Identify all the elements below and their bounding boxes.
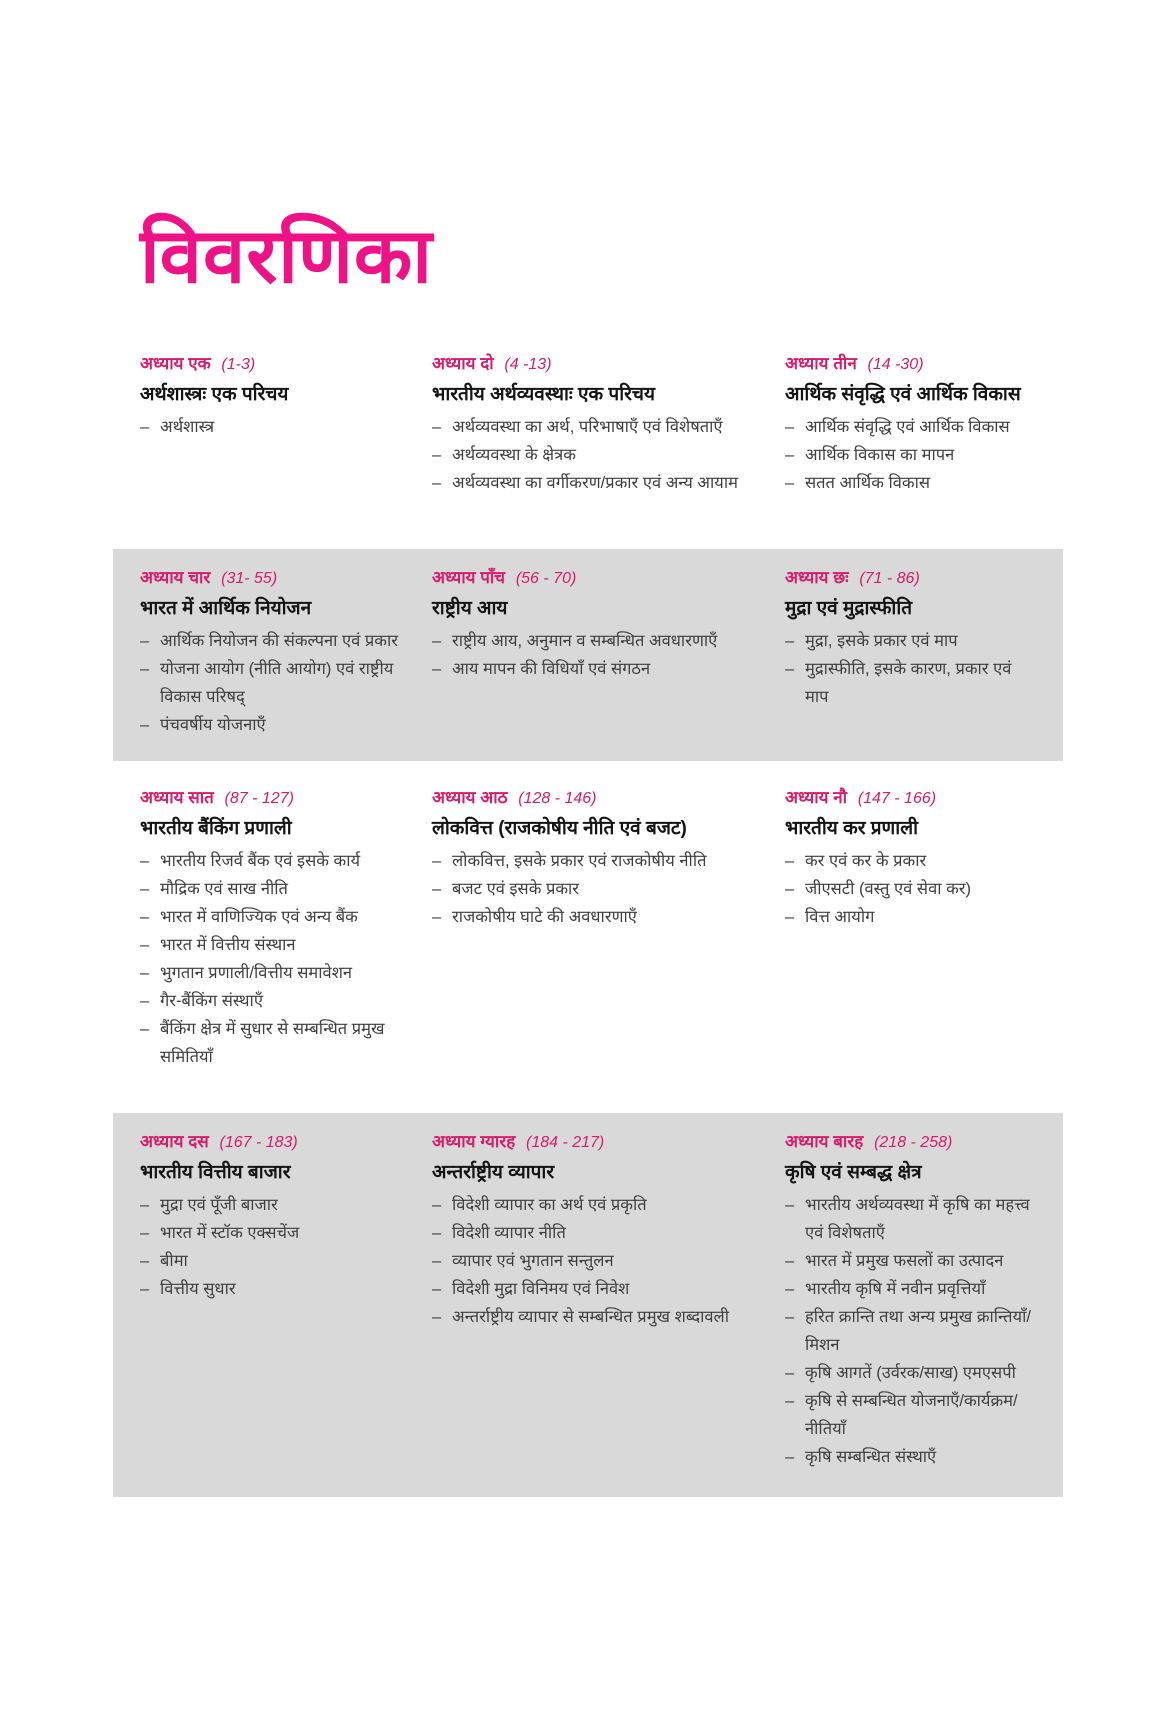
- topic-list: [432, 627, 767, 683]
- chapter-title: भारतीय वित्तीय बाजार: [140, 1162, 291, 1184]
- chapter-label: अध्याय सात: [140, 788, 214, 808]
- chapter-label: अध्याय एक: [140, 354, 211, 374]
- chapter-page-range: (56 - 70): [515, 570, 577, 588]
- chapter-label: अध्याय ग्यारह: [432, 1132, 516, 1152]
- chapter-row-2: [113, 549, 1063, 761]
- topic-item: – हरित क्रान्ति तथा अन्य प्रमुख क्रान्तियाँ/मिशन: [785, 1303, 1033, 1359]
- topic-list: [432, 1191, 767, 1331]
- topic-item: – भारतीय अर्थव्यवस्था में कृषि का महत्त्व एवं विशेषताएँ: [785, 1191, 1033, 1247]
- topic-item: – वित्तीय सुधार: [140, 1275, 414, 1303]
- chapter-heading: [432, 350, 767, 378]
- topic-item: – व्यापार एवं भुगतान सन्तुलन: [432, 1247, 767, 1275]
- chapter-page-range: (71 - 86): [859, 570, 920, 588]
- topic-item: – पंचवर्षीय योजनाएँ: [140, 711, 414, 739]
- topic-item: – भारत में प्रमुख फसलों का उत्पादन: [785, 1247, 1033, 1275]
- chapter-title: भारतीय कर प्रणाली: [785, 818, 919, 840]
- topic-item: – भारतीय रिजर्व बैंक एवं इसके कार्य: [140, 847, 414, 875]
- chapter-heading: [140, 564, 414, 592]
- topic-list: [432, 847, 767, 931]
- chapter-heading: [140, 350, 414, 378]
- topic-item: – आय मापन की विधियाँ एवं संगठन: [432, 655, 767, 683]
- chapter-block-9: [785, 784, 1051, 1071]
- topic-item: – कर एवं कर के प्रकार: [785, 847, 1033, 875]
- chapter-label: अध्याय नौ: [785, 788, 848, 808]
- topic-item: – राजकोषीय घाटे की अवधारणाएँ: [432, 903, 767, 931]
- topic-item: – कृषि से सम्बन्धित योजनाएँ/कार्यक्रम/नीतियाँ: [785, 1387, 1033, 1443]
- topic-item: – बजट एवं इसके प्रकार: [432, 875, 767, 903]
- topic-list: [785, 627, 1033, 711]
- topic-list: [785, 1191, 1033, 1471]
- topic-item: – योजना आयोग (नीति आयोग) एवं राष्ट्रीय विकास परिषद्: [140, 655, 414, 711]
- chapter-title: अर्थशास्त्रः एक परिचय: [140, 384, 289, 406]
- chapter-label: अध्याय आठ: [432, 788, 508, 808]
- chapter-heading: [432, 1128, 767, 1156]
- chapter-label: अध्याय दो: [432, 354, 494, 374]
- topic-item: – अन्तर्राष्ट्रीय व्यापार से सम्बन्धित प्रमुख शब्दावली: [432, 1303, 767, 1331]
- chapter-page-range: (184 - 217): [525, 1134, 605, 1152]
- chapter-block-3: [785, 350, 1051, 497]
- chapter-label: अध्याय तीन: [785, 354, 857, 374]
- topic-item: – अर्थव्यवस्था का वर्गीकरण/प्रकार एवं अन्य आयाम: [432, 469, 767, 497]
- chapter-page-range: (1-3): [221, 356, 256, 374]
- topic-item: – मुद्रा एवं पूँजी बाजार: [140, 1191, 414, 1219]
- chapter-page-range: (147 - 166): [857, 790, 937, 808]
- topic-list: [140, 847, 414, 1071]
- topic-item: – भारत में स्टॉक एक्सचेंज: [140, 1219, 414, 1247]
- topic-item: – गैर-बैंकिंग संस्थाएँ: [140, 987, 414, 1015]
- chapter-title: राष्ट्रीय आय: [432, 598, 508, 620]
- topic-item: – भारतीय कृषि में नवीन प्रवृत्तियाँ: [785, 1275, 1033, 1303]
- chapter-row-3: [113, 769, 1063, 1101]
- chapter-label: अध्याय दस: [140, 1132, 209, 1152]
- topic-item: – बैंकिंग क्षेत्र में सुधार से सम्बन्धित प्रमुख समितियाँ: [140, 1015, 414, 1071]
- chapter-page-range: (4 -13): [504, 356, 552, 374]
- topic-item: – अर्थशास्त्र: [140, 413, 414, 441]
- topic-item: – आर्थिक संवृद्धि एवं आर्थिक विकास: [785, 413, 1033, 441]
- topic-item: – भारत में वाणिज्यिक एवं अन्य बैंक: [140, 903, 414, 931]
- toc-page: [0, 213, 1174, 1713]
- topic-list: [140, 413, 414, 441]
- chapter-title: भारत में आर्थिक नियोजन: [140, 598, 312, 620]
- chapter-block-12: [785, 1128, 1051, 1471]
- topic-list: [432, 413, 767, 497]
- topic-item: – राष्ट्रीय आय, अनुमान व सम्बन्धित अवधारणाएँ: [432, 627, 767, 655]
- chapter-label: अध्याय छः: [785, 568, 849, 588]
- topic-item: – लोकवित्त, इसके प्रकार एवं राजकोषीय नीति: [432, 847, 767, 875]
- chapter-page-range: (14 -30): [867, 356, 924, 374]
- topic-item: – मुद्रा, इसके प्रकार एवं माप: [785, 627, 1033, 655]
- chapters-grid: [113, 350, 1063, 1497]
- chapter-heading: [140, 1128, 414, 1156]
- page-title: विवरणिका: [140, 214, 433, 299]
- topic-item: – विदेशी मुद्रा विनिमय एवं निवेश: [432, 1275, 767, 1303]
- chapter-heading: [785, 1128, 1033, 1156]
- chapter-title: भारतीय अर्थव्यवस्थाः एक परिचय: [432, 384, 655, 406]
- topic-item: – विदेशी व्यापार नीति: [432, 1219, 767, 1247]
- chapter-heading: [785, 350, 1033, 378]
- chapter-block-5: [432, 564, 785, 739]
- chapter-title: भारतीय बैंकिंग प्रणाली: [140, 818, 292, 840]
- topic-item: – अर्थव्यवस्था के क्षेत्रक: [432, 441, 767, 469]
- topic-list: [785, 413, 1033, 497]
- chapter-page-range: (128 - 146): [518, 790, 597, 808]
- chapter-label: अध्याय चार: [140, 568, 211, 588]
- chapter-heading: [785, 784, 1033, 812]
- chapter-block-4: [140, 564, 432, 739]
- topic-list: [140, 1191, 414, 1303]
- chapter-title: लोकवित्त (राजकोषीय नीति एवं बजट): [432, 818, 687, 840]
- chapter-title: कृषि एवं सम्बद्ध क्षेत्र: [785, 1162, 922, 1184]
- topic-item: – भारत में वित्तीय संस्थान: [140, 931, 414, 959]
- chapter-block-2: [432, 350, 785, 497]
- topic-item: – मौद्रिक एवं साख नीति: [140, 875, 414, 903]
- topic-item: – कृषि सम्बन्धित संस्थाएँ: [785, 1443, 1033, 1471]
- topic-item: – वित्त आयोग: [785, 903, 1033, 931]
- topic-list: [785, 847, 1033, 931]
- chapter-title: आर्थिक संवृद्धि एवं आर्थिक विकास: [785, 384, 1021, 406]
- chapter-page-range: (167 - 183): [219, 1134, 298, 1152]
- chapter-row-4: [113, 1113, 1063, 1497]
- chapter-row-1: [113, 350, 1063, 527]
- topic-item: – अर्थव्यवस्था का अर्थ, परिभाषाएँ एवं विशेषताएँ: [432, 413, 767, 441]
- chapter-page-range: (87 - 127): [224, 790, 294, 808]
- chapter-block-1: [140, 350, 432, 497]
- topic-item: – कृषि आगतें (उर्वरक/साख) एमएसपी: [785, 1359, 1033, 1387]
- topic-item: – आर्थिक विकास का मापन: [785, 441, 1033, 469]
- chapter-block-6: [785, 564, 1051, 739]
- chapter-page-range: (31- 55): [221, 570, 278, 588]
- chapter-block-11: [432, 1128, 785, 1471]
- topic-item: – विदेशी व्यापार का अर्थ एवं प्रकृति: [432, 1191, 767, 1219]
- topic-item: – भुगतान प्रणाली/वित्तीय समावेशन: [140, 959, 414, 987]
- topic-item: – बीमा: [140, 1247, 414, 1275]
- chapter-block-10: [140, 1128, 432, 1471]
- topic-list: [140, 627, 414, 739]
- chapter-label: अध्याय बारह: [785, 1132, 864, 1152]
- chapter-label: अध्याय पाँच: [432, 568, 506, 588]
- topic-item: – मुद्रास्फीति, इसके कारण, प्रकार एवं माप: [785, 655, 1033, 711]
- chapter-heading: [432, 564, 767, 592]
- chapter-block-7: [140, 784, 432, 1071]
- chapter-heading: [785, 564, 1033, 592]
- chapter-block-8: [432, 784, 785, 1071]
- chapter-title: अन्तर्राष्ट्रीय व्यापार: [432, 1162, 555, 1184]
- topic-item: – सतत आर्थिक विकास: [785, 469, 1033, 497]
- chapter-heading: [140, 784, 414, 812]
- chapter-heading: [432, 784, 767, 812]
- topic-item: – जीएसटी (वस्तु एवं सेवा कर): [785, 875, 1033, 903]
- topic-item: – आर्थिक नियोजन की संकल्पना एवं प्रकार: [140, 627, 414, 655]
- chapter-page-range: (218 - 258): [874, 1134, 953, 1152]
- chapter-title: मुद्रा एवं मुद्रास्फीति: [785, 598, 913, 620]
